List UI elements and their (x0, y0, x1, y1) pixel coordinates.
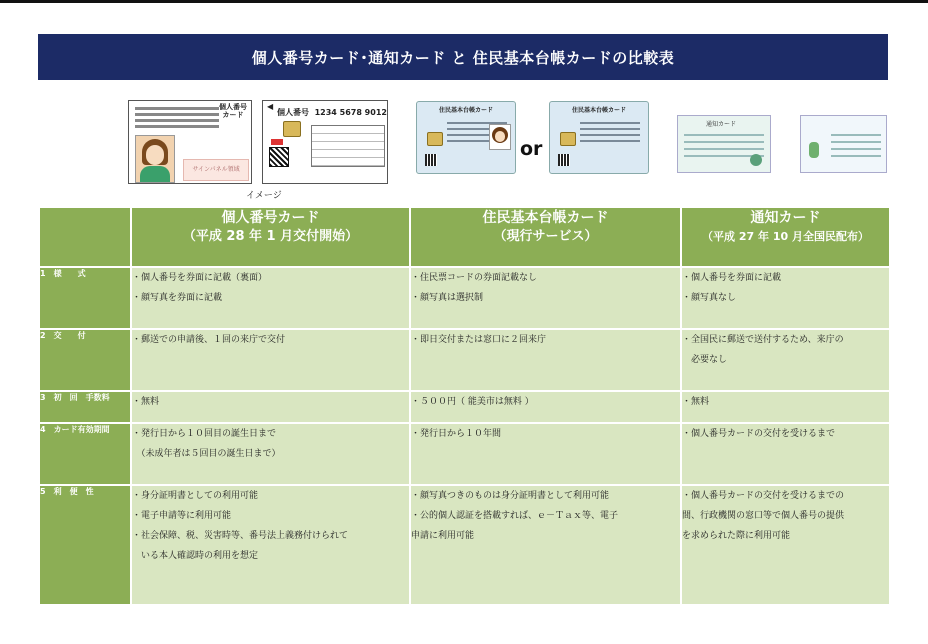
row-label: 2 交 付 (39, 329, 131, 391)
row-label: 3 初 回 手数料 (39, 391, 131, 423)
table-cell: ・住民票コードの券面記載なし ・顔写真は選択制 (410, 267, 681, 329)
page-title: 個人番号カード･通知カード と 住民基本台帳カードの比較表 (38, 34, 888, 80)
card-field-grid (311, 125, 385, 167)
logo-icon (750, 154, 762, 166)
juki-card-image-2 (549, 101, 649, 174)
table-cell: ・個人番号カードの交付を受けるまでの 間、行政機関の窓口等で個人番号の提供 を求められた際に利用可能 (681, 485, 890, 605)
column-header-tsuchi: 通知カード （平成 27 年 10 月全国民配布） (681, 207, 890, 267)
qr-code-icon (269, 147, 289, 167)
comparison-table (38, 206, 891, 606)
card-header: 個人番号 カード (219, 103, 247, 119)
table-row (39, 485, 890, 605)
barcode-icon (558, 154, 570, 166)
table-cell: ・即日交付または窓口に２回来庁 (410, 329, 681, 391)
table-cell: ・発行日から１０年間 (410, 423, 681, 485)
table-cell: ・個人番号を券面に記載（裏面） ・顔写真を券面に記載 (131, 267, 410, 329)
column-header-mynumber: 個人番号カード （平成 28 年 1 月交付開始） (131, 207, 410, 267)
table-cell: ・個人番号を券面に記載 ・顔写真なし (681, 267, 890, 329)
table-cell: ・無料 (131, 391, 410, 423)
table-cell: ・発行日から１０回目の誕生日まで （未成年者は５回目の誕生日まで） (131, 423, 410, 485)
table-row (39, 267, 890, 329)
tsuchi-card-back-image (800, 115, 887, 173)
row-label: 1 様 式 (39, 267, 131, 329)
table-row (39, 329, 890, 391)
arrow-icon: ◀ (267, 102, 274, 111)
portrait-photo (135, 135, 175, 183)
top-border (0, 0, 928, 3)
stamp-icon (271, 139, 283, 145)
header-row (39, 207, 890, 267)
table-cell: ・郵送での申請後、１回の来庁で交付 (131, 329, 410, 391)
ic-chip-icon (283, 121, 301, 137)
mynumber-card-back-image (262, 100, 388, 184)
tsuchi-card-front-image (677, 115, 771, 173)
header-corner-cell (39, 207, 131, 267)
image-caption: イメージ (246, 191, 282, 201)
mynumber-card-front-image (128, 100, 252, 184)
row-label: 5 利 便 性 (39, 485, 131, 605)
table-cell: ・５００円（ 能美市は無料 ） (410, 391, 681, 423)
card-number-line: 個人番号 1234 5678 9012 (277, 108, 387, 117)
portrait-photo (489, 124, 511, 150)
juki-card-image-1 (416, 101, 516, 174)
table-cell: ・顔写真つきのものは身分証明書として利用可能 ・公的個人認証を搭載すれば、ｅ－Ｔａｘ等、電子 申請に利用可能 (410, 485, 681, 605)
table-cell: ・全国民に郵送で送付するため、来庁の 必要なし (681, 329, 890, 391)
card-header: 通知カード (706, 121, 737, 128)
or-text: or (520, 138, 543, 160)
signature-panel: サインパネル領域 (183, 159, 249, 181)
ic-chip-icon (427, 132, 443, 146)
table-cell: ・無料 (681, 391, 890, 423)
table-row (39, 423, 890, 485)
card-header: 住民基本台帳カード (572, 107, 627, 114)
table-cell: ・個人番号カードの交付を受けるまで (681, 423, 890, 485)
table-cell: ・身分証明書としての利用可能 ・電子申請等に利用可能 ・社会保障、税、災害時等、番号法上義務付けられて いる本人確認時の利用を想定 (131, 485, 410, 605)
card-text-lines (135, 107, 219, 131)
mascot-icon (809, 142, 819, 158)
card-header: 住民基本台帳カード (439, 107, 494, 114)
ic-chip-icon (560, 132, 576, 146)
table-row (39, 391, 890, 423)
barcode-icon (425, 154, 437, 166)
row-label: 4 カード有効期間 (39, 423, 131, 485)
column-header-juki: 住民基本台帳カード （現行サービス） (410, 207, 681, 267)
